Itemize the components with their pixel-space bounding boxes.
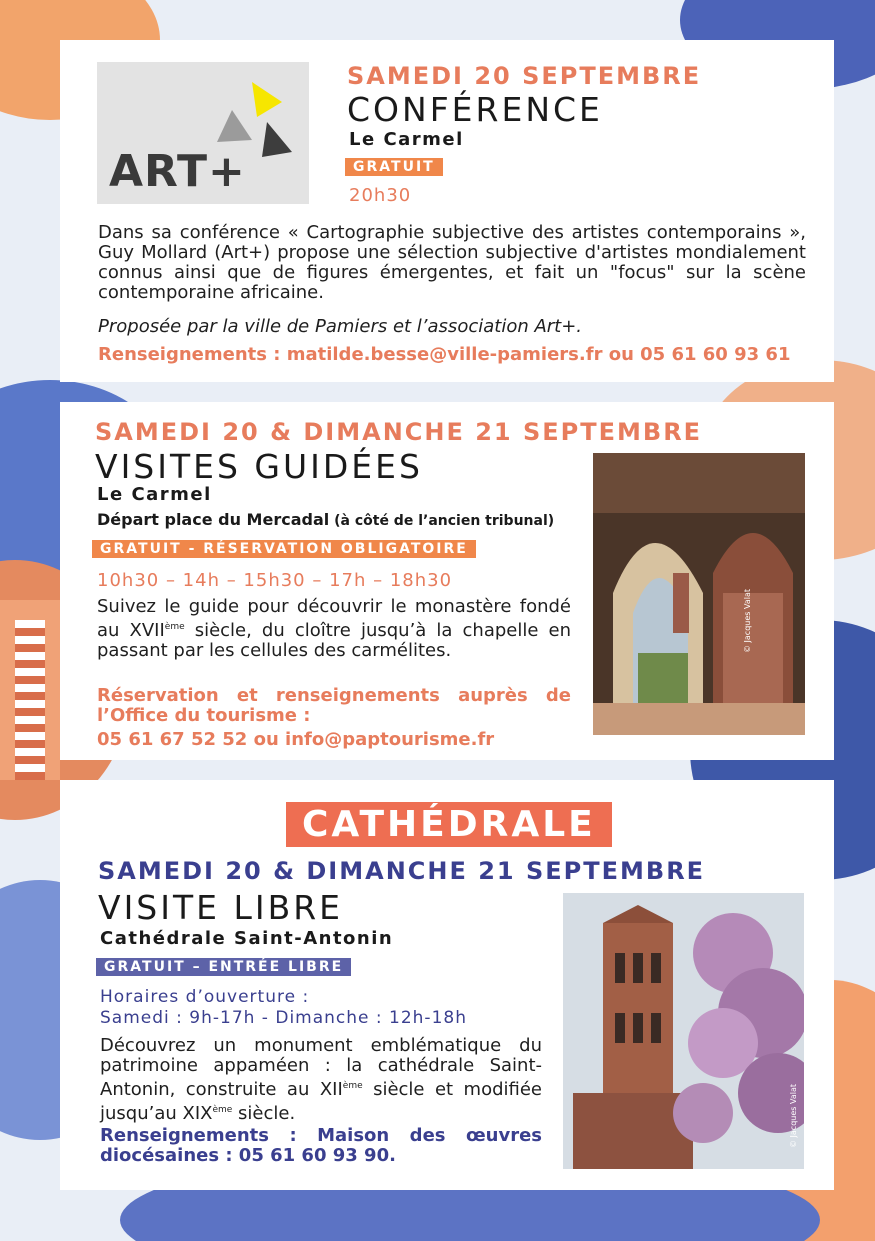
cathedrale-info[interactable]: Renseignements : Maison des œuvres diocésaines : 05 61 60 93 90. (100, 1125, 542, 1166)
visites-date: SAMEDI 20 & DIMANCHE 21 SEPTEMBRE (95, 418, 703, 446)
visites-departure-note: (à côté de l’ancien tribunal) (329, 513, 555, 529)
cathedrale-date: SAMEDI 20 & DIMANCHE 21 SEPTEMBRE (98, 857, 706, 885)
cathedral-tower-photo (563, 893, 804, 1169)
visites-departure-place: Départ place du Mercadal (97, 510, 330, 529)
conference-venue: Le Carmel (349, 129, 464, 150)
cathedrale-badge: GRATUIT – ENTRÉE LIBRE (96, 958, 351, 976)
visites-departure (97, 510, 554, 529)
conference-info[interactable]: Renseignements : matilde.besse@ville-pamiers.fr ou 05 61 60 93 61 (98, 344, 791, 365)
visites-venue: Le Carmel (97, 484, 212, 505)
cathedrale-card (60, 780, 834, 1190)
cathedrale-heading: CATHÉDRALE (286, 802, 612, 847)
art-plus-logo (97, 62, 309, 204)
visites-badge: GRATUIT - RÉSERVATION OBLIGATOIRE (92, 540, 476, 558)
conference-proposed-by: Proposée par la ville de Pamiers et l’association Art+. (98, 316, 583, 337)
cathedrale-description: Découvrez un monument emblématique du patrimoine appaméen : la cathédrale Saint-Antonin, construite au XIIème siècle et modifiée jusqu’au XIXème siècle. (100, 1035, 543, 1124)
conference-card (60, 40, 834, 382)
visites-info[interactable]: Réservation et renseignements auprès de l’Office du tourisme : 05 61 67 52 52 ou info@paptourisme.fr (97, 685, 571, 750)
conference-time: 20h30 (349, 185, 412, 206)
logo-text: ART+ (109, 146, 246, 197)
cathedrale-photo-credit: © Jacques Valat (789, 1084, 798, 1148)
cathedrale-hours-label: Horaires d’ouverture : (100, 987, 310, 1007)
cathedrale-hours: Samedi : 9h-17h - Dimanche : 12h-18h (100, 1008, 467, 1028)
cathedrale-title: VISITE LIBRE (98, 888, 344, 927)
cathedrale-venue: Cathédrale Saint-Antonin (100, 928, 394, 949)
conference-title: CONFÉRENCE (347, 90, 603, 129)
visites-card (60, 402, 834, 760)
conference-description: Dans sa conférence « Cartographie subjective des artistes contemporains », Guy Mollard (Art+) propose une sélection subjective d'artistes mondialement connus ainsi que de figures émergentes, et fait un "focus" sur la scène contemporaine africaine. (98, 222, 806, 303)
visites-title: VISITES GUIDÉES (95, 447, 423, 486)
visites-description: Suivez le guide pour découvrir le monastère fondé au XVIIème siècle, du cloître jusqu’à la chapelle en passant par les cellules des carmélites. (97, 596, 571, 661)
conference-date: SAMEDI 20 SEPTEMBRE (347, 62, 702, 90)
visites-photo-credit: © Jacques Valat (743, 589, 752, 653)
carmel-cloister-photo (593, 453, 805, 735)
visites-times: 10h30 – 14h – 15h30 – 17h – 18h30 (97, 570, 453, 591)
conference-badge: GRATUIT (345, 158, 443, 176)
